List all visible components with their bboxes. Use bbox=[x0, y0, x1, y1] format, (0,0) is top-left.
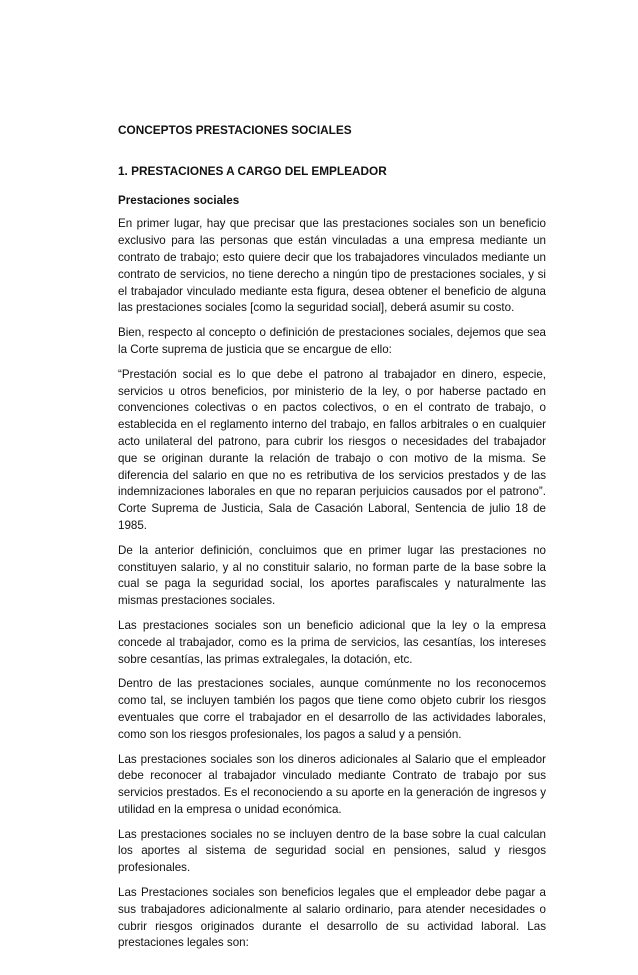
document-title: CONCEPTOS PRESTACIONES SOCIALES bbox=[118, 123, 352, 137]
paragraph-2: Bien, respecto al concepto o definición de prestaciones sociales, dejemos que sea la Corte suprema de justicia que se encargue de ello: bbox=[118, 326, 546, 356]
subheading: Prestaciones sociales bbox=[118, 193, 240, 207]
paragraph-6: Dentro de las prestaciones sociales, aunque comúnmente no los reconocemos como tal, se incluyen también los pagos que tiene como objeto cubrir los riesgos eventuales que corre el trabajador en el desarrollo de las actividades laborales, como son los riesgos profesionales, los pagos a salud y a pensión. bbox=[118, 677, 546, 741]
paragraph-7: Las prestaciones sociales son los dineros adicionales al Salario que el empleador debe reconocer al trabajador vinculado mediante Contrato de trabajo por sus servicios prestados. Es el reconociendo a su aporte en la generación de ingresos y utilidad en la empresa o unidad económica. bbox=[118, 752, 546, 816]
paragraph-9: Las Prestaciones sociales son beneficios legales que el empleador debe pagar a sus trabajadores adicionalmente al salario ordinario, para atender necesidades o cubrir riesgos originados durante el desarrollo de su actividad laboral. Las prestaciones legales son: bbox=[118, 886, 546, 950]
quote-paragraph: “Prestación social es lo que debe el patrono al trabajador en dinero, especie, servicios u otros beneficios, por ministerio de la ley, o por haberse pactado en convenciones colectivas o en pactos colectivos, o en el contrato de trabajo, o establecida en el reglamento interno del trabajo, en fallos arbitrales o en cualquier acto unilateral del patrono, para cubrir los riesgos o necesidades del trabajador que se originan durante la relación de trabajo o con motivo de la misma. Se diferencia del salario en que no es retributiva de los servicios prestados y de las indemnizaciones laborales en que no reparan perjuicios causados por el patrono”. Corte Suprema de Justicia, Sala de Casación Laboral, Sentencia de julio 18 de 1985. bbox=[118, 367, 546, 532]
paragraph-8: Las prestaciones sociales no se incluyen dentro de la base sobre la cual calculan los aportes al sistema de seguridad social en pensiones, salud y riesgos profesionales. bbox=[118, 827, 546, 875]
section-heading: 1. PRESTACIONES A CARGO DEL EMPLEADOR bbox=[118, 163, 387, 178]
paragraph-4: De la anterior definición, concluimos que en primer lugar las prestaciones no constituyen salario, y al no constituir salario, no forman parte de la base sobre la cual se paga la seguridad social, los aportes parafiscales y naturalmente las mismas prestaciones sociales. bbox=[118, 543, 546, 608]
paragraph-5: Las prestaciones sociales son un beneficio adicional que la ley o la empresa concede al trabajador, como es la prima de servicios, las cesantías, los intereses sobre cesantías, las primas extralegales, la dotación, etc. bbox=[118, 618, 546, 666]
document-page bbox=[118, 122, 546, 960]
paragraph-1: En primer lugar, hay que precisar que las prestaciones sociales son un beneficio exclusivo para las personas que están vinculadas a una empresa mediante un contrato de trabajo; esto quiere decir que los trabajadores vinculados mediante un contrato de servicios, no tiene derecho a ningún tipo de prestaciones sociales, y si el trabajador vinculado mediante esta figura, desea obtener el beneficio de alguna las prestaciones sociales [como la seguridad social], deberá asumir su costo. bbox=[118, 217, 546, 315]
